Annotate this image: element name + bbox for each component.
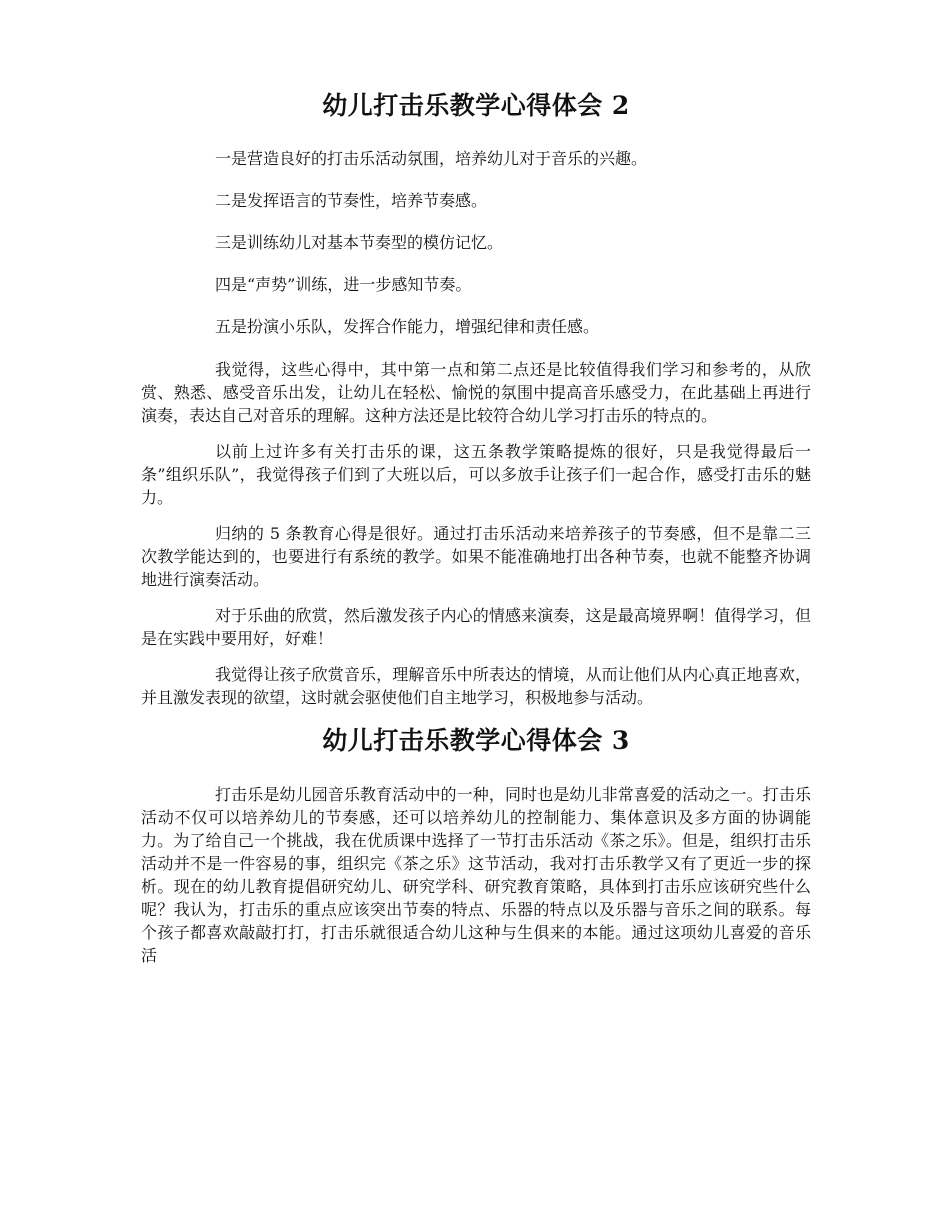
paragraph: 归纳的 5 条教育心得是很好。通过打击乐活动来培养孩子的节奏感，但不是靠二三次教学能达到的，也要进行有系统的教学。如果不能准确地打出各种节奏，也就不能整齐协调地进行演奏活动。 [141, 524, 811, 589]
section-title-2: 幼儿打击乐教学心得体会 2 [322, 91, 630, 120]
list-item: 一是营造良好的打击乐活动氛围，培养幼儿对于音乐的兴趣。 [215, 149, 648, 168]
list-item: 五是扮演小乐队，发挥合作能力，增强纪律和责任感。 [215, 317, 600, 336]
list-item: 四是“声势”训练，进一步感知节奏。 [215, 275, 472, 294]
list-item: 三是训练幼儿对基本节奏型的模仿记忆。 [215, 233, 504, 252]
paragraph: 对于乐曲的欣赏，然后激发孩子内心的情感来演奏，这是最高境界啊！值得学习，但是在实践中要用好，好难！ [141, 606, 811, 648]
document-page [141, 88, 811, 967]
list-item: 二是发挥语言的节奏性，培养节奏感。 [215, 191, 488, 210]
paragraph: 打击乐是幼儿园音乐教育活动中的一种，同时也是幼儿非常喜爱的活动之一。打击乐活动不仅可以培养幼儿的节奏感，还可以培养幼儿的控制能力、集体意识及多方面的协调能力。为了给自己一个挑战，我在优质课中选择了一节打击乐活动《茶之乐》。但是，组织打击乐活动并不是一件容易的事，组织完《茶之乐》这节活动，我对打击乐教学又有了更近一步的探析。现在的幼儿教育提倡研究幼儿、研究学科、研究教育策略，具体到打击乐应该研究些什么呢？我认为，打击乐的重点应该突出节奏的特点、乐器的特点以及乐器与音乐之间的联系。每个孩子都喜欢敲敲打打，打击乐就很适合幼儿这种与生俱来的本能。通过这项幼儿喜爱的音乐活 [141, 785, 811, 965]
section-title-3: 幼儿打击乐教学心得体会 3 [322, 726, 630, 755]
paragraph: 我觉得，这些心得中，其中第一点和第二点还是比较值得我们学习和参考的，从欣赏、熟悉、感受音乐出发，让幼儿在轻松、愉悦的氛围中提高音乐感受力，在此基础上再进行演奏，表达自己对音乐的理解。这种方法还是比较符合幼儿学习打击乐的特点的。 [141, 360, 811, 425]
paragraph: 以前上过许多有关打击乐的课，这五条教学策略提炼的很好，只是我觉得最后一条”组织乐队”，我觉得孩子们到了大班以后，可以多放手让孩子们一起合作，感受打击乐的魅力。 [141, 442, 811, 507]
paragraph: 我觉得让孩子欣赏音乐，理解音乐中所表达的情境，从而让他们从内心真正地喜欢，并且激发表现的欲望，这时就会驱使他们自主地学习，积极地参与活动。 [141, 665, 811, 707]
